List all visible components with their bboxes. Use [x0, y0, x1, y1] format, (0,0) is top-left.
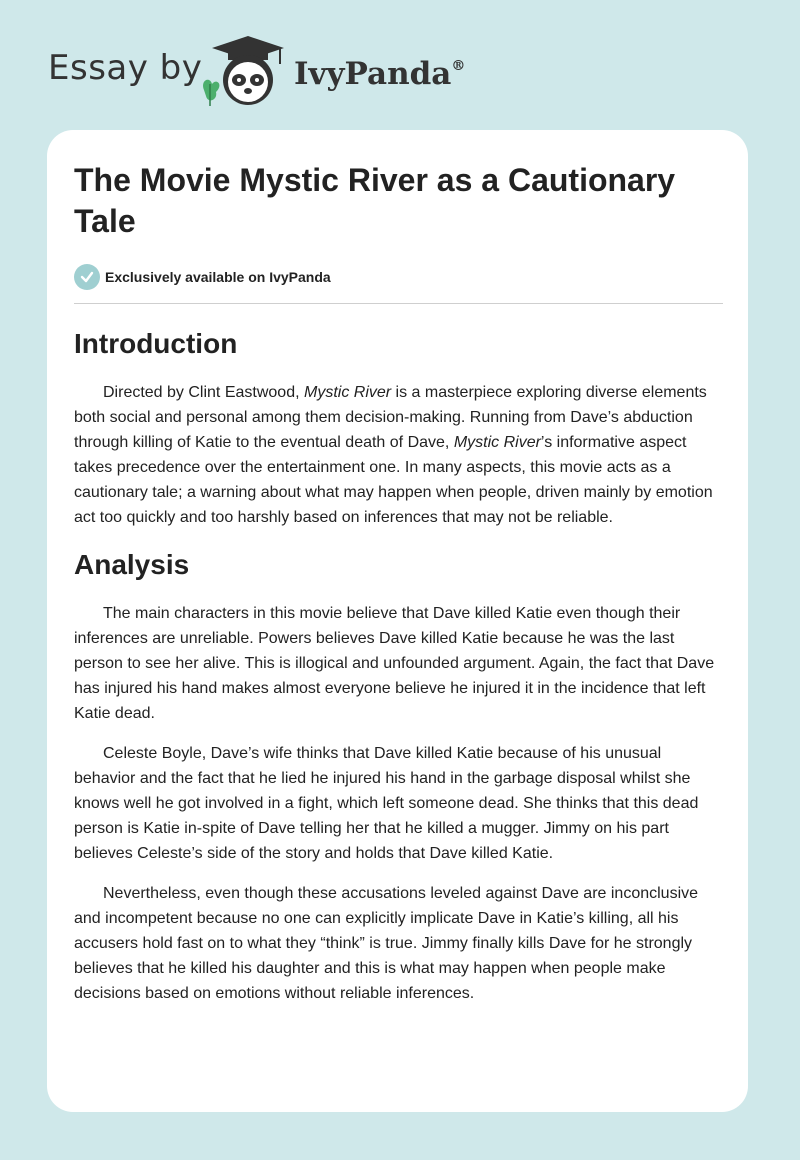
text-run: is a masterpiece exploring diverse elements both social and personal among them decision-making. Running from Dave’s abduction through killing of Katie to the eventual death of Dave,	[74, 384, 707, 451]
text-run: ’s informative aspect takes precedence over the entertainment one. In many aspects, this movie acts as a cautionary tale; a warning about what may happen when people, driven mainly by emotion act too quickly and too harshly based on inferences that may not be reliable.	[74, 434, 713, 526]
section-heading-introduction: Introduction	[74, 328, 238, 359]
movie-title-italic: Mystic River	[303, 384, 392, 401]
panda-logo-icon[interactable]	[198, 34, 286, 110]
movie-title-italic: Mystic River	[453, 434, 541, 451]
essay-by-label: Essay by	[48, 48, 203, 88]
exclusive-badge	[74, 264, 723, 290]
badge-label: Exclusively available on IvyPanda	[105, 269, 331, 285]
paragraph: Celeste Boyle, Dave’s wife thinks that Dave killed Katie because of his unusual behavior and the fact that he lied he injured his hand in the garbage disposal whilst she knows well he got involved in a fight, which left someone dead. She thinks that this dead person is Katie in-spite of Dave telling her that he killed a mugger. Jimmy on his part believes Celeste’s side of the story and holds that Dave killed Katie.	[74, 745, 699, 862]
page-title: The Movie Mystic River as a Cautionary Tale	[74, 162, 676, 239]
brand-name[interactable]	[294, 56, 465, 92]
paragraph	[74, 380, 723, 530]
brand-text: IvyPanda	[294, 56, 452, 92]
article-body	[74, 160, 723, 1006]
paragraph: Nevertheless, even though these accusations leveled against Dave are inconclusive and incompetent because no one can explicitly implicate Dave in Katie’s killing, all his accusers hold fast on to what they “think” is true. Jimmy finally kills Dave for he strongly believes that he killed his daughter and this is what may happen when people make decisions based on emotions without reliable inferences.	[74, 885, 699, 1002]
paragraph: The main characters in this movie believe that Dave killed Katie even though their inferences are unreliable. Powers believes Dave killed Katie because he was the last person to see her alive. This is illogical and unfounded argument. Again, the fact that Dave has injured his hand makes almost everyone believe he injured it in the incidence that left Katie dead.	[74, 605, 715, 722]
text-run: Directed by Clint Eastwood,	[103, 384, 304, 401]
section-heading-analysis: Analysis	[74, 549, 190, 580]
checkmark-icon	[74, 264, 100, 290]
site-header	[48, 34, 748, 114]
divider	[74, 303, 723, 304]
article-card	[47, 130, 748, 1112]
registered-mark: ®	[451, 58, 466, 74]
